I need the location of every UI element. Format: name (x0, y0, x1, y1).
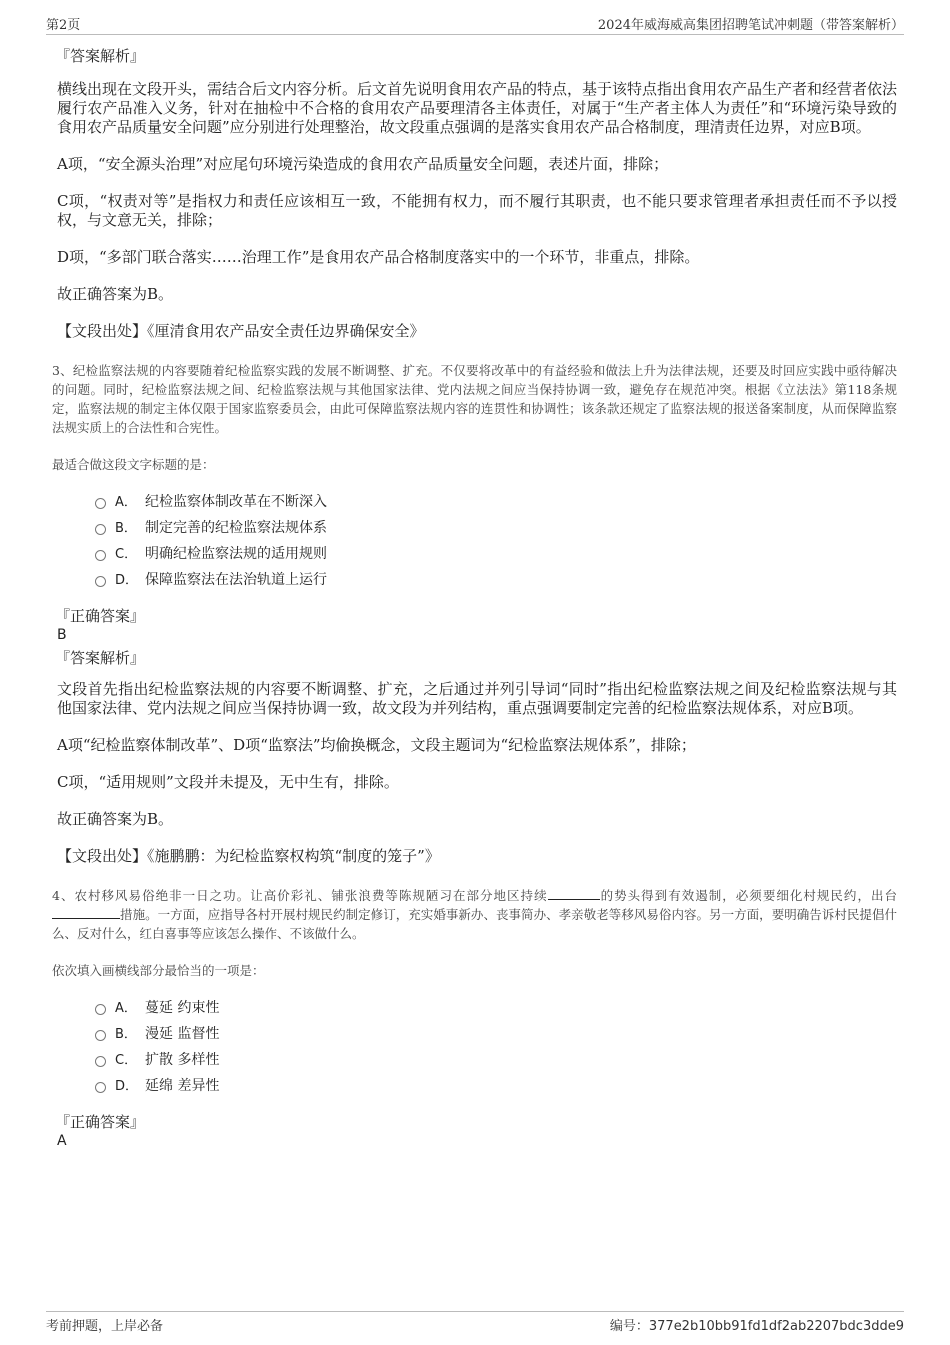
answer-conclusion: 故正确答案为B。 (57, 285, 174, 303)
analysis-paragraph: C项，“适用规则”文段并未提及，无中生有，排除。 (57, 773, 399, 791)
footer-slogan: 考前押题，上岸必备 (46, 1319, 164, 1334)
option-b[interactable]: B． 制定完善的纪检监察法规体系 (95, 518, 897, 544)
fill-blank (548, 887, 600, 900)
document-code: 编号：377e2b10bb91fd1df2ab2207bdc3dde9 (609, 1319, 904, 1334)
analysis-paragraph: C项，“权责对等”是指权力和责任应该相互一致，不能拥有权力，而不履行其职责，也不能只要求管理者承担责任而不予以授权，与文意无关，排除； (57, 192, 897, 229)
correct-answer: A (57, 1133, 67, 1149)
option-d[interactable]: D． 保障监察法在法治轨道上运行 (95, 570, 897, 596)
source-citation: 【文段出处】《厘清食用农产品安全责任边界确保安全》 (57, 322, 425, 340)
option-c[interactable]: C． 明确纪检监察法规的适用规则 (95, 544, 897, 570)
page-footer (46, 1311, 904, 1337)
fill-blank (52, 906, 120, 919)
question-4-prompt: 依次填入画横线部分最恰当的一项是： (52, 963, 265, 978)
analysis-paragraph: 文段首先指出纪检监察法规的内容要不断调整、扩充，之后通过并列引导词“同时”指出纪检监察法规之间及纪检监察法规与其他国家法律、党内法规之间应当保持协调一致，故文段为并列结构，重点强调要制定完善的纪检监察法规体系，对应B项。 (57, 680, 897, 717)
option-a[interactable]: A． 蔓延 约束性 (95, 998, 897, 1024)
correct-answer-label: 『正确答案』 (55, 1113, 146, 1131)
analysis-paragraph: A项，“安全源头治理”对应尾句环境污染造成的食用农产品质量安全问题，表述片面，排除； (57, 155, 669, 173)
option-d[interactable]: D． 延绵 差异性 (95, 1076, 897, 1102)
page-header (46, 14, 904, 35)
radio-icon[interactable] (95, 1030, 106, 1041)
radio-icon[interactable] (95, 498, 106, 509)
question-3-options (95, 492, 897, 596)
analysis-paragraph: A项“纪检监察体制改革”、D项“监察法”均偷换概念，文段主题词为“纪检监察法规体系”，排除； (57, 736, 696, 754)
analysis-paragraph: 横线出现在文段开头，需结合后文内容分析。后文首先说明食用农产品的特点，基于该特点指出食用农产品生产者和经营者依法履行农产品准入义务，针对在抽检中不合格的食用农产品要理清各主体责任，对属于“生产者主体人为责任”和“环境污染导致的食用农产品质量安全问题”应分别进行处理整治，故文段重点强调的是落实食用农产品合格制度，理清责任边界，对应B项。 (57, 80, 898, 136)
radio-icon[interactable] (95, 1004, 106, 1015)
radio-icon[interactable] (95, 1082, 106, 1093)
question-4-options (95, 998, 897, 1102)
answer-conclusion: 故正确答案为B。 (57, 810, 174, 828)
option-b[interactable]: B． 漫延 监督性 (95, 1024, 897, 1050)
analysis-label: 『答案解析』 (55, 47, 146, 65)
radio-icon[interactable] (95, 524, 106, 535)
radio-icon[interactable] (95, 576, 106, 587)
question-3-text: 3、纪检监察法规的内容要随着纪检监察实践的发展不断调整、扩充。不仅要将改革中的有益经验和做法上升为法律法规，还要及时回应实践中亟待解决的问题。同时，纪检监察法规之间、纪检监察法规与其他国家法律、党内法规之间应当保持协调一致，避免存在规范冲突。根据《立法法》第118条规定，监察法规的制定主体仅限于国家监察委员会，由此可保障监察法规内容的连贯性和协调性；该条款还规定了监察法规的报送备案制度，从而保障监察法规实质上的合法性和合宪性。 (52, 363, 897, 435)
document-title: 2024年威海威高集团招聘笔试冲刺题（带答案解析） (597, 18, 904, 33)
option-c[interactable]: C． 扩散 多样性 (95, 1050, 897, 1076)
analysis-paragraph: D项，“多部门联合落实……治理工作”是食用农产品合格制度落实中的一个环节，非重点，排除。 (57, 248, 700, 266)
source-citation: 【文段出处】《施鹏鹏：为纪检监察权构筑“制度的笼子”》 (57, 847, 440, 865)
page-number: 第2页 (46, 18, 81, 33)
radio-icon[interactable] (95, 1056, 106, 1067)
radio-icon[interactable] (95, 550, 106, 561)
correct-answer-label: 『正确答案』 (55, 607, 146, 625)
question-4-text: 4、农村移风易俗绝非一日之功。让高价彩礼、铺张浪费等陈规陋习在部分地区持续 的势头得到有效遏制，必须要细化村规民约，出台措施。一方面，应指导各村开展村规民约制定修订，充实婚事新办、丧事简办、孝亲敬老等移风易俗内容。另一方面，要明确告诉村民提倡什么、反对什么，红白喜事等应该怎么操作、不该做什么。 (52, 888, 897, 941)
question-3-prompt: 最适合做这段文字标题的是： (52, 457, 215, 472)
analysis-label: 『答案解析』 (55, 649, 146, 667)
correct-answer: B (57, 627, 67, 643)
page-content (52, 46, 898, 1154)
option-a[interactable]: A． 纪检监察体制改革在不断深入 (95, 492, 897, 518)
